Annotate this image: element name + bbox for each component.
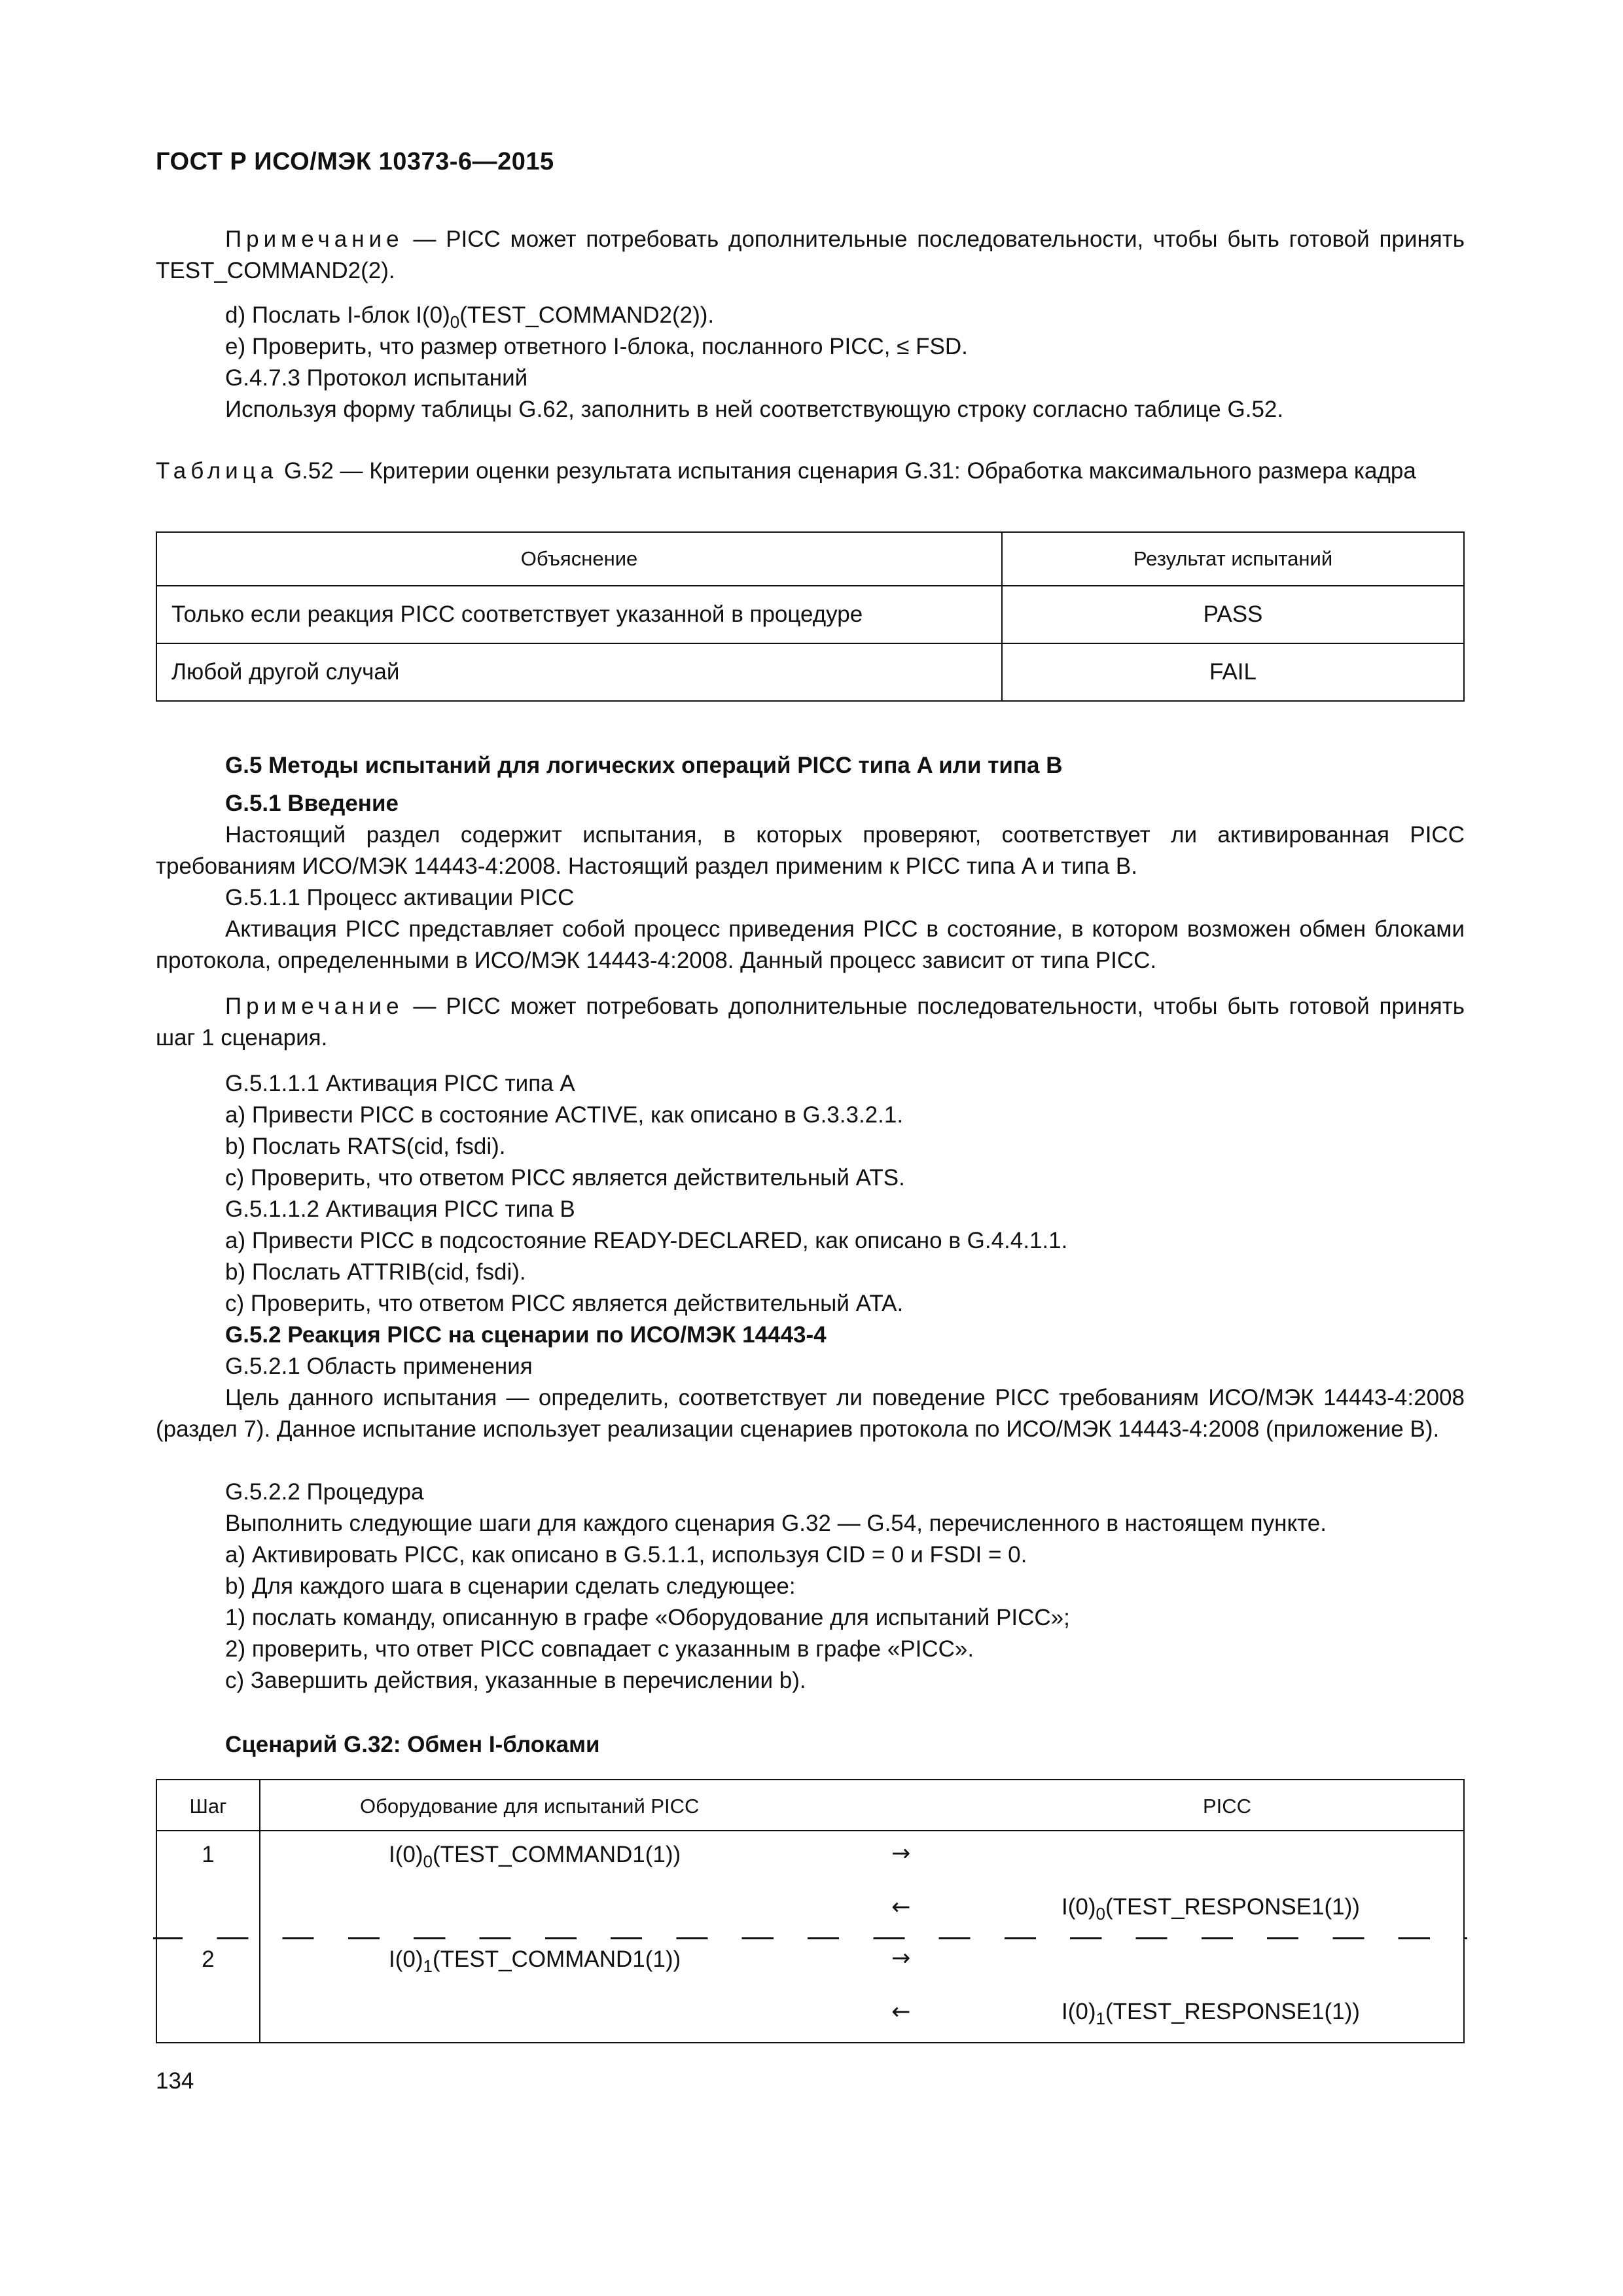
step-number: 2: [202, 1946, 215, 1972]
list-item: b) Послать RATS(cid, fsdi).: [225, 1134, 506, 1159]
response-subscript: 0: [1096, 1904, 1105, 1924]
table-row: [156, 586, 1464, 643]
list-item: 1) послать команду, описанную в графе «Оборудование для испытаний PICC»;: [225, 1605, 1070, 1630]
header-divider: [157, 1830, 1463, 1831]
list-item: b) Для каждого шага в сценарии сделать следующее:: [225, 1573, 796, 1599]
step-divider: [153, 1937, 1467, 1939]
list-item: c) Проверить, что ответом PICC является действительный ATA.: [225, 1291, 904, 1316]
column-header: PICC: [1203, 1795, 1252, 1818]
table-row: [156, 643, 1464, 701]
note-label: Примечание: [225, 226, 404, 252]
left-arrow-icon: ←: [891, 1999, 911, 2025]
list-item: Выполнить следующие шаги для каждого сценария G.32 — G.54, перечисленного в настоящем пункте.: [225, 1511, 1327, 1536]
paragraph: Используя форму таблицы G.62, заполнить в ней соответствующую строку согласно таблице G.52.: [225, 397, 1284, 422]
list-item: b) Послать ATTRIB(cid, fsdi).: [225, 1259, 526, 1285]
list-item: 2) проверить, что ответ PICC совпадает с указанным в графе «PICC».: [225, 1636, 974, 1662]
column-header: Результат испытаний: [1002, 532, 1464, 586]
note-paragraph: [156, 991, 1465, 1054]
list-item: c) Проверить, что ответом PICC является действительный ATS.: [225, 1165, 905, 1191]
paragraph: Настоящий раздел содержит испытания, в которых проверяют, соответствует ли активированная PICC требованиям ИСО/МЭК 14443-4:2008. Настоящий раздел применим к PICC типа A и типа B.: [156, 822, 1465, 879]
list-item: a) Привести PICC в подсостояние READY-DECLARED, как описано в G.4.4.1.1.: [225, 1228, 1068, 1253]
response-tail: (TEST_RESPONSE1(1)): [1105, 1894, 1360, 1920]
response-cell: [1061, 1893, 1360, 1922]
list-item: G.5.1.1.1 Активация PICC типа A: [225, 1071, 575, 1096]
table-cell: FAIL: [1002, 643, 1464, 701]
step-d-tail: (TEST_COMMAND2(2)).: [459, 302, 715, 328]
note-label: Примечание: [225, 994, 404, 1019]
command-text: I(0): [389, 1842, 423, 1867]
list-item: G.5.1.1.2 Активация PICC типа B: [225, 1196, 575, 1222]
column-divider: [259, 1780, 260, 2042]
scenario-title: Сценарий G.32: Обмен I-блоками: [225, 1732, 600, 1757]
scenario-table: [156, 1779, 1465, 2043]
document-header: ГОСТ Р ИСО/МЭК 10373-6—2015: [156, 148, 554, 175]
response-cell: [1061, 1998, 1360, 2026]
response-subscript: 1: [1096, 2009, 1105, 2028]
table-cell: PASS: [1002, 586, 1464, 643]
list-item: a) Активировать PICC, как описано в G.5.1.1, используя CID = 0 и FSDI = 0.: [225, 1542, 1027, 1568]
table-cell: Любой другой случай: [156, 643, 1002, 701]
command-text: I(0): [389, 1946, 423, 1972]
command-subscript: 1: [423, 1956, 433, 1976]
response-tail: (TEST_RESPONSE1(1)): [1105, 1999, 1360, 2024]
table-caption: [156, 456, 1465, 487]
list-item: c) Завершить действия, указанные в перечислении b).: [225, 1668, 806, 1693]
step-d: [225, 300, 714, 331]
command-tail: (TEST_COMMAND1(1)): [432, 1946, 681, 1972]
page-number: 134: [156, 2068, 194, 2094]
paragraph: Активация PICC представляет собой процесс приведения PICC в состояние, в котором возможен обмен блоками протокола, определенными в ИСО/МЭК 14443-4:2008. Данный процесс зависит от типа PICC.: [156, 916, 1465, 973]
column-header: Оборудование для испытаний PICC: [360, 1795, 700, 1818]
right-arrow-icon: →: [891, 1840, 911, 1867]
step-number: 1: [202, 1842, 215, 1867]
table-caption-text: G.52 — Критерии оценки результата испытания сценария G.31: Обработка максимального размера кадра: [277, 458, 1416, 484]
subsection-heading: G.5.2 Реакция PICC на сценарии по ИСО/МЭК 14443-4: [225, 1322, 827, 1348]
subsection-heading: G.5.2.1 Область применения: [225, 1354, 533, 1379]
subsection-heading: G.5.2.2 Процедура: [225, 1479, 424, 1505]
right-arrow-icon: →: [891, 1945, 911, 1971]
column-header: Шаг: [189, 1795, 227, 1818]
table-cell: Только если реакция PICC соответствует указанной в процедуре: [156, 586, 1002, 643]
subsection-heading: G.4.7.3 Протокол испытаний: [225, 365, 528, 391]
column-header: Объяснение: [156, 532, 1002, 586]
left-arrow-icon: ←: [891, 1894, 911, 1920]
command-subscript: 0: [423, 1852, 433, 1871]
subsection-heading: G.5.1 Введение: [225, 791, 399, 816]
response-text: I(0): [1061, 1999, 1096, 2024]
command-cell: [389, 1840, 681, 1869]
command-cell: [389, 1945, 681, 1974]
response-text: I(0): [1061, 1894, 1096, 1920]
paragraph: Цель данного испытания — определить, соответствует ли поведение PICC требованиям ИСО/МЭК 14443-4:2008 (раздел 7). Данное испытание использует реализации сценариев протокола по ИСО/МЭК 14443-4:2008 (приложение B).: [156, 1385, 1465, 1442]
command-tail: (TEST_COMMAND1(1)): [432, 1842, 681, 1867]
note-paragraph: [156, 224, 1465, 287]
step-d-text: d) Послать I-блок I(0): [225, 302, 450, 328]
subsection-heading: G.5.1.1 Процесс активации PICC: [225, 885, 575, 910]
list-item: a) Привести PICC в состояние ACTIVE, как описано в G.3.3.2.1.: [225, 1102, 904, 1128]
step-e: e) Проверить, что размер ответного I-блока, посланного PICC, ≤ FSD.: [225, 334, 968, 359]
note-text: — PICC может потребовать дополнительные последовательности, чтобы быть готовой принять TEST_COMMAND2(2).: [156, 226, 1465, 283]
table-header-row: [156, 532, 1464, 586]
step-d-subscript: 0: [450, 312, 460, 332]
section-heading: G.5 Методы испытаний для логических операций PICC типа A или типа B: [225, 753, 1063, 778]
note-text: — PICC может потребовать дополнительные последовательности, чтобы быть готовой принять шаг 1 сценария.: [156, 994, 1465, 1050]
table-caption-label: Таблица: [156, 458, 278, 484]
criteria-table: [156, 531, 1465, 702]
